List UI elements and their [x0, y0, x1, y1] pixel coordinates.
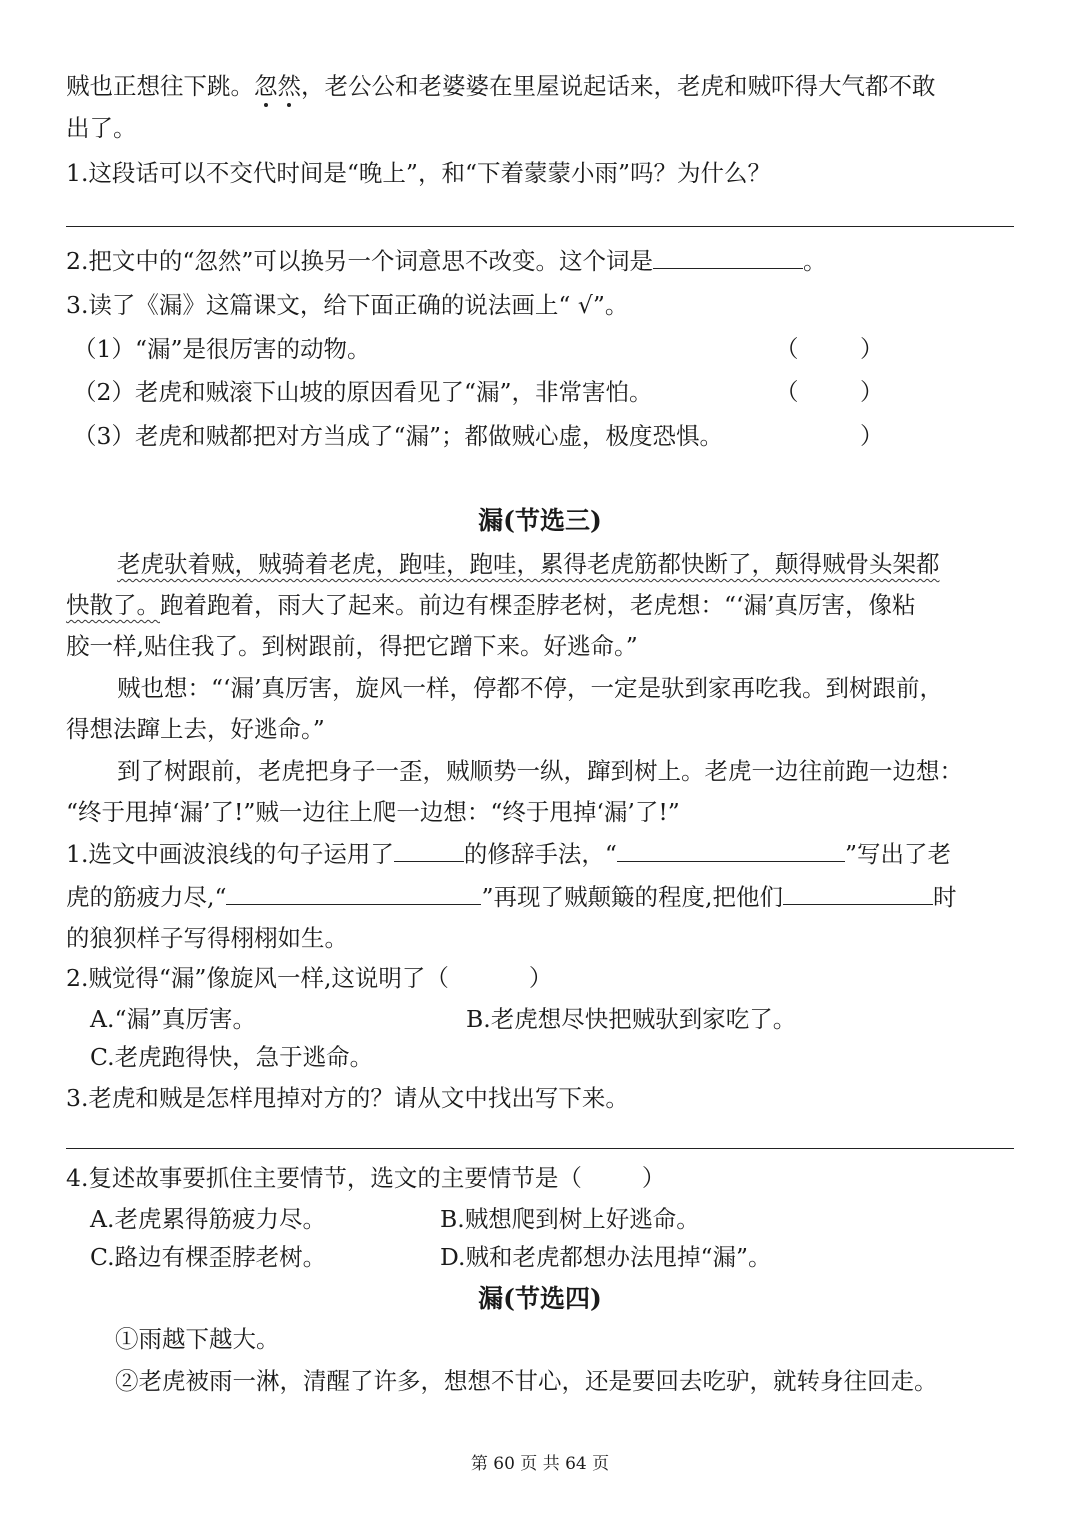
- footer-page-number: 60: [493, 1454, 515, 1474]
- statement-2: （2）老虎和贼滚下山坡的原因看见了“漏”，非常害怕。: [73, 378, 653, 406]
- question-text: ）: [641, 1164, 666, 1192]
- option-b[interactable]: B.老虎想尽快把贼驮到家吃了。: [466, 1005, 797, 1033]
- passage-line: 胶一样,贴住我了。到树跟前，得把它蹭下来。好逃命。”: [66, 632, 638, 660]
- answer-line[interactable]: [66, 1148, 1014, 1149]
- answer-paren-close[interactable]: ）: [860, 378, 884, 406]
- question-text: 2.贼觉得“漏”像旋风一样,这说明了（: [66, 964, 449, 992]
- passage-line: 出了。: [66, 114, 137, 142]
- question-1-cont: 的狼狈样子写得栩栩如生。: [66, 924, 348, 952]
- emphasis-char: 然: [277, 72, 301, 100]
- section-title: 漏(节选三): [478, 506, 602, 535]
- option-a[interactable]: A.“漏”真厉害。: [90, 1005, 256, 1033]
- question-text: 4.复述故事要抓住主要情节，选文的主要情节是（: [66, 1164, 582, 1192]
- passage-line: 到了树跟前，老虎把身子一歪，贼顺势一纵，蹿到树上。老虎一边往前跑一边想：: [117, 757, 963, 785]
- question-text: 2.把文中的“忽然”可以换另一个词意思不改变。这个词是: [66, 247, 653, 275]
- question-text: 的修辞手法，“: [463, 840, 617, 868]
- question-3: 3.读了《漏》这篇课文，给下面正确的说法画上“ √”。: [66, 291, 629, 319]
- question-text: ）: [528, 964, 553, 992]
- passage-text: ，老公公和老婆婆在里屋说起话来，老虎和贼吓得大气都不敢: [301, 72, 936, 100]
- passage-text: 贼也正想往下跳。: [66, 72, 254, 100]
- answer-blank[interactable]: [653, 246, 803, 269]
- question-4: [66, 1163, 665, 1193]
- footer-ye: 页: [520, 1454, 538, 1474]
- passage-line: [117, 549, 940, 579]
- answer-paren-open[interactable]: （: [775, 335, 799, 363]
- question-2: [66, 963, 552, 993]
- question-1: 1.这段话可以不交代时间是“晚上”，和“下着蒙蒙小雨”吗？为什么？: [66, 159, 771, 187]
- passage-line: ②老虎被雨一淋，清醒了许多，想想不甘心，还是要回去吃驴，就转身往回走。: [115, 1367, 938, 1395]
- footer-ye2: 页: [592, 1454, 610, 1474]
- answer-blank[interactable]: [617, 839, 845, 862]
- option-a[interactable]: A.老虎累得筋疲力尽。: [90, 1205, 326, 1233]
- passage-text: 跑着跑着，雨大了起来。前边有棵歪脖老树，老虎想：“‘漏’真厉害，像粘: [160, 591, 916, 619]
- footer-gong: 共: [542, 1454, 560, 1474]
- question-text: 1.选文中画波浪线的句子运用了: [66, 840, 394, 868]
- wavy-underlined-text: 老虎驮着贼，贼骑着老虎，跑哇，跑哇，累得老虎筋都快断了，颠得贼骨头架都: [117, 550, 940, 578]
- question-text: ”再现了贼颠簸的程度,把他们: [481, 883, 783, 911]
- passage-line: [66, 590, 915, 620]
- question-text: ”写出了老: [844, 840, 951, 868]
- statement-3: （3）老虎和贼都把对方当成了“漏”；都做贼心虚，极度恐惧。: [73, 422, 723, 450]
- question-text: 。: [802, 247, 827, 275]
- emphasis-char: 忽: [254, 72, 278, 100]
- answer-line[interactable]: [66, 226, 1014, 227]
- answer-paren-close[interactable]: ）: [860, 335, 884, 363]
- answer-blank[interactable]: [226, 882, 481, 905]
- statement-1: （1）“漏”是很厉害的动物。: [73, 335, 371, 363]
- question-1: [66, 839, 951, 869]
- question-text: 时: [932, 883, 957, 911]
- option-b[interactable]: B.贼想爬到树上好逃命。: [440, 1205, 700, 1233]
- footer-di: 第: [470, 1454, 488, 1474]
- answer-paren-close[interactable]: ）: [860, 422, 884, 450]
- passage-line: “终于甩掉‘漏’了!”贼一边往上爬一边想：“终于甩掉‘漏’了!”: [66, 798, 680, 826]
- passage-line: [66, 71, 936, 101]
- answer-paren-open[interactable]: （: [775, 378, 799, 406]
- question-3: 3.老虎和贼是怎样甩掉对方的？请从文中找出写下来。: [66, 1084, 629, 1112]
- wavy-underlined-text: 快散了。: [66, 591, 160, 619]
- question-2: [66, 246, 826, 276]
- option-d[interactable]: D.贼和老虎都想办法甩掉“漏”。: [440, 1243, 772, 1271]
- section-title: 漏(节选四): [478, 1284, 602, 1313]
- answer-blank[interactable]: [783, 882, 933, 905]
- passage-line: 贼也想：“‘漏’真厉害，旋风一样，停都不停，一定是驮到家再吃我。到树跟前，: [117, 674, 943, 702]
- answer-blank[interactable]: [394, 839, 464, 862]
- passage-line: 得想法蹿上去，好逃命。”: [66, 715, 325, 743]
- option-c[interactable]: C.老虎跑得快，急于逃命。: [90, 1043, 374, 1071]
- passage-line: ①雨越下越大。: [115, 1325, 280, 1353]
- page-footer: [0, 1453, 1080, 1475]
- footer-total-pages: 64: [565, 1454, 587, 1474]
- question-text: 虎的筋疲力尽,“: [66, 883, 227, 911]
- option-c[interactable]: C.路边有棵歪脖老树。: [90, 1243, 327, 1271]
- question-1-cont: [66, 882, 956, 912]
